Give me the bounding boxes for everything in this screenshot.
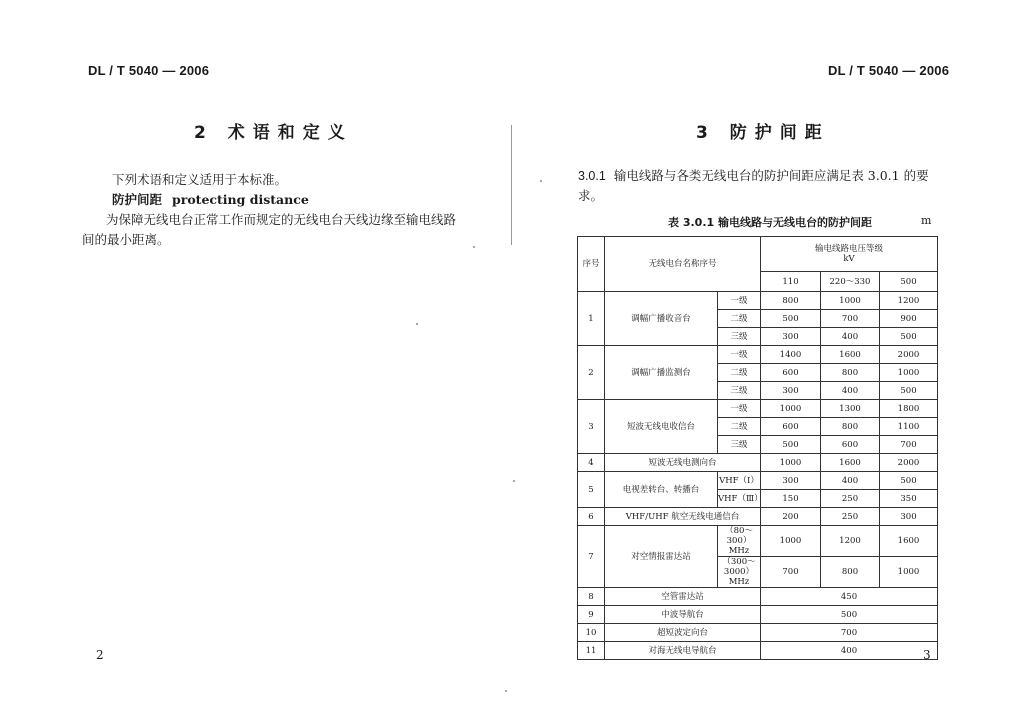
scan-speck <box>513 480 515 482</box>
row-sub-level: 一级 <box>718 400 761 418</box>
row-sub-level: （80～300）MHz <box>718 526 761 557</box>
table-row <box>578 454 938 472</box>
row-station-name: 超短波定向台 <box>605 624 761 642</box>
row-distance-value: 150 <box>761 490 821 508</box>
row-sub-level: （300～3000）MHz <box>718 557 761 588</box>
page-number-right: 3 <box>923 648 931 662</box>
row-station-name: 中波导航台 <box>605 606 761 624</box>
header-voltage-value: 500 <box>880 272 938 292</box>
row-sub-level: 一级 <box>718 292 761 310</box>
section-3-title: 3 防护间距 <box>696 123 830 143</box>
row-station-name: VHF/UHF 航空无线电通信台 <box>605 508 761 526</box>
row-distance-value: 400 <box>821 472 880 490</box>
table-row <box>578 508 938 526</box>
row-distance-value: 1600 <box>821 346 880 364</box>
row-distance-value: 900 <box>880 310 938 328</box>
row-distance-value: 400 <box>821 328 880 346</box>
row-sub-level: 三级 <box>718 436 761 454</box>
row-seq: 10 <box>578 624 605 642</box>
header-voltage-value: 220～330 <box>821 272 880 292</box>
table-row <box>578 237 938 272</box>
row-station-name: 电视差转台、转播台 <box>605 472 718 508</box>
row-distance-value: 800 <box>821 557 880 588</box>
row-distance-value: 350 <box>880 490 938 508</box>
row-distance-value: 1100 <box>880 418 938 436</box>
row-distance-value: 1200 <box>821 526 880 557</box>
row-distance-value: 400 <box>761 642 938 660</box>
row-station-name: 对空情报雷达站 <box>605 526 718 588</box>
row-seq: 4 <box>578 454 605 472</box>
row-station-name: 短波无线电收信台 <box>605 400 718 454</box>
book-spine-divider <box>511 125 512 245</box>
row-distance-value: 500 <box>761 606 938 624</box>
header-voltage-label: 输电线路电压等级 <box>814 244 883 254</box>
table-row <box>578 346 938 364</box>
intro-text: 下列术语和定义适用于本标准。 <box>112 172 288 187</box>
header-left-code: DL / T 5040 — 2006 <box>88 63 210 78</box>
row-distance-value: 700 <box>880 436 938 454</box>
header-voltage-value: 110 <box>761 272 821 292</box>
row-seq: 1 <box>578 292 605 346</box>
header-right-code: DL / T 5040 — 2006 <box>828 63 950 78</box>
row-distance-value: 2000 <box>880 346 938 364</box>
row-distance-value: 1000 <box>880 364 938 382</box>
header-seq: 序号 <box>578 237 605 292</box>
row-distance-value: 800 <box>821 364 880 382</box>
table-row <box>578 526 938 557</box>
term-en: protecting distance <box>172 192 309 207</box>
header-name: 无线电台名称序号 <box>605 237 761 292</box>
row-sub-level: 二级 <box>718 364 761 382</box>
row-distance-value: 600 <box>761 364 821 382</box>
row-seq: 3 <box>578 400 605 454</box>
row-distance-value: 600 <box>821 436 880 454</box>
row-seq: 6 <box>578 508 605 526</box>
table-unit: m <box>921 214 932 227</box>
table-row <box>578 472 938 490</box>
row-distance-value: 1000 <box>880 557 938 588</box>
row-distance-value: 300 <box>761 328 821 346</box>
row-sub-level: 三级 <box>718 328 761 346</box>
row-distance-value: 800 <box>761 292 821 310</box>
row-sub-level: 一级 <box>718 346 761 364</box>
clause-text: 输电线路与各类无线电台的防护间距应满足表 3.0.1 的要求。 <box>578 168 929 203</box>
row-sub-level: 三级 <box>718 382 761 400</box>
row-distance-value: 1000 <box>761 454 821 472</box>
section-2-title: 2 术语和定义 <box>194 123 353 143</box>
table-row <box>578 606 938 624</box>
row-distance-value: 1600 <box>880 526 938 557</box>
definition-text: 为保障无线电台正常工作而规定的无线电台天线边缘至输电线路间的最小距离。 <box>82 212 457 247</box>
header-voltage <box>761 237 938 272</box>
row-distance-value: 1300 <box>821 400 880 418</box>
row-distance-value: 300 <box>761 382 821 400</box>
row-distance-value: 500 <box>880 382 938 400</box>
clause-number: 3.0.1 <box>578 169 606 183</box>
row-seq: 2 <box>578 346 605 400</box>
row-distance-value: 1600 <box>821 454 880 472</box>
row-distance-value: 250 <box>821 490 880 508</box>
row-sub-level: 二级 <box>718 418 761 436</box>
page-number-left: 2 <box>96 648 104 662</box>
scan-speck <box>540 180 542 182</box>
row-distance-value: 1200 <box>880 292 938 310</box>
header-voltage-unit: kV <box>843 254 855 264</box>
row-seq: 8 <box>578 588 605 606</box>
row-station-name: 短波无线电测向台 <box>605 454 761 472</box>
row-distance-value: 1000 <box>761 400 821 418</box>
table-row <box>578 400 938 418</box>
term-cn: 防护间距 <box>112 192 163 207</box>
row-distance-value: 1000 <box>821 292 880 310</box>
clause-paragraph <box>578 166 940 206</box>
row-distance-value: 800 <box>821 418 880 436</box>
left-page-body <box>82 170 468 250</box>
table-row <box>578 588 938 606</box>
row-distance-value: 1800 <box>880 400 938 418</box>
row-station-name: 调幅广播收音台 <box>605 292 718 346</box>
table-caption: 表 3.0.1 输电线路与无线电台的防护间距 <box>668 216 872 229</box>
scan-speck <box>505 690 507 692</box>
row-seq: 9 <box>578 606 605 624</box>
row-distance-value: 500 <box>761 310 821 328</box>
row-distance-value: 300 <box>761 472 821 490</box>
table-row <box>578 642 938 660</box>
scan-speck <box>416 323 418 325</box>
row-sub-level: 二级 <box>718 310 761 328</box>
row-distance-value: 400 <box>821 382 880 400</box>
term-line <box>88 190 468 210</box>
scan-speck <box>473 246 475 248</box>
row-distance-value: 250 <box>821 508 880 526</box>
row-station-name: 调幅广播监测台 <box>605 346 718 400</box>
row-sub-level: VHF（Ⅰ） <box>718 472 761 490</box>
row-distance-value: 700 <box>761 557 821 588</box>
row-distance-value: 700 <box>761 624 938 642</box>
row-distance-value: 1400 <box>761 346 821 364</box>
row-sub-level: VHF（Ⅲ） <box>718 490 761 508</box>
row-distance-value: 500 <box>880 328 938 346</box>
row-distance-value: 1000 <box>761 526 821 557</box>
row-seq: 7 <box>578 526 605 588</box>
row-seq: 5 <box>578 472 605 508</box>
protection-distance-table <box>577 236 938 660</box>
row-distance-value: 700 <box>821 310 880 328</box>
row-distance-value: 600 <box>761 418 821 436</box>
table-row <box>578 624 938 642</box>
row-distance-value: 2000 <box>880 454 938 472</box>
row-distance-value: 500 <box>880 472 938 490</box>
row-station-name: 空管雷达站 <box>605 588 761 606</box>
row-distance-value: 500 <box>761 436 821 454</box>
row-seq: 11 <box>578 642 605 660</box>
row-distance-value: 300 <box>880 508 938 526</box>
row-distance-value: 450 <box>761 588 938 606</box>
table-row <box>578 292 938 310</box>
row-station-name: 对海无线电导航台 <box>605 642 761 660</box>
row-distance-value: 200 <box>761 508 821 526</box>
